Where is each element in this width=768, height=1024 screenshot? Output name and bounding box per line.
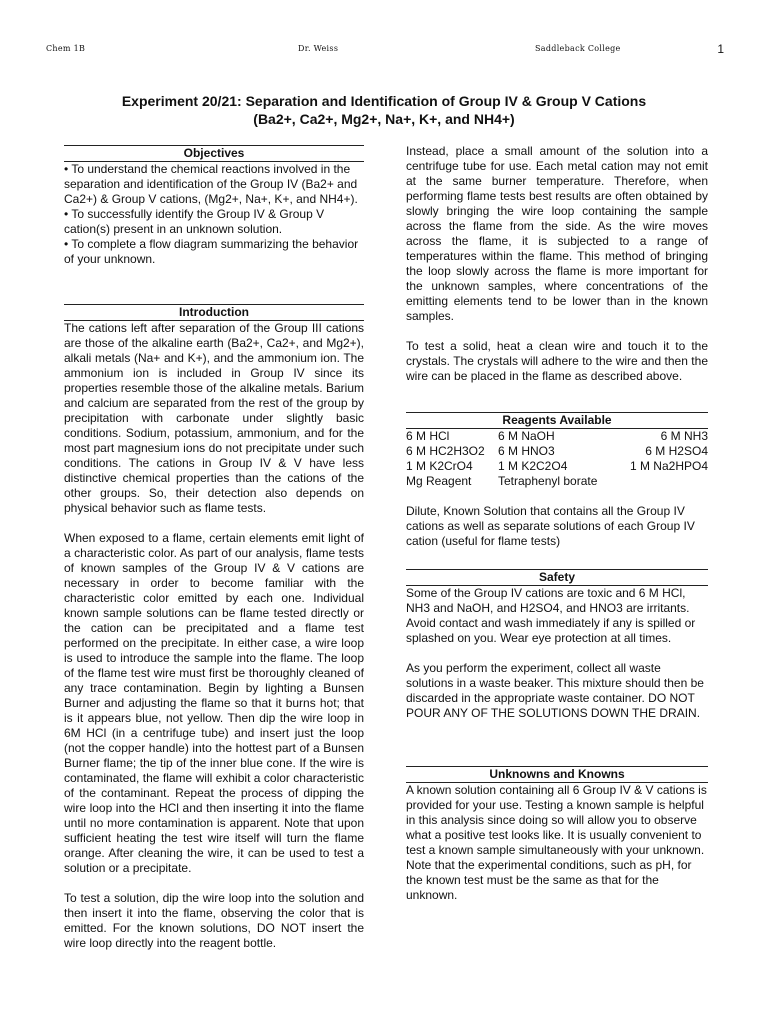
- objective-item: • To complete a flow diagram summarizing the behavior of your unknown.: [64, 237, 359, 266]
- page-number: 1: [717, 42, 724, 56]
- reagent-cell: 6 M NH3: [660, 429, 708, 443]
- reagent-cell: 6 M HC2H3O2: [406, 444, 485, 458]
- reagents-heading: Reagents Available: [406, 412, 708, 429]
- reagent-cell: 6 M HNO3: [498, 444, 555, 458]
- safety-paragraph-1: Some of the Group IV cations are toxic and 6 M HCl, NH3 and NaOH, and H2SO4, and HNO3 are irritants. Avoid contact and wash immediately if any is spilled or splashed on you. Wear eye protection at all times.: [406, 586, 696, 645]
- reagent-cell: 1 M Na2HPO4: [629, 459, 708, 473]
- reagent-cell: 6 M HCl: [406, 429, 450, 443]
- unknowns-paragraph: A known solution containing all 6 Group IV & V cations is provided for your use. Testing a known sample is helpful in this analysis since doing so will allow you to observe what a positive test looks like. It is usually convenient to test a known sample simultaneously with your unknown. Note that the experimental conditions, such as pH, for the known test must be the same as that for the unknown.: [406, 783, 707, 902]
- reagents-table: [406, 429, 708, 489]
- left-column: [64, 145, 364, 267]
- flame-paragraph: Instead, place a small amount of the solution into a centrifuge tube for use. Each metal cation may not emit at the same burner temperature. Therefore, when performing flame tests best results are often obtained by slowly bringing the wire loop containing the sample across the flame from the side. As the wire moves across the flame, it is subjected to a range of temperatures within the flame. This method of bringing the loop slowly across the flame is more important for the unknown samples, where concentrations of the emitting elements tend to be lower than in the known samples.: [406, 144, 708, 323]
- reagent-cell: 1 M K2CrO4: [406, 459, 473, 473]
- reagent-cell: 6 M H2SO4: [645, 444, 708, 458]
- objective-item: • To understand the chemical reactions involved in the separation and identification of the Group IV (Ba2+ and Ca2+) & Group V cations, (Mg2+, Na+, K+, and NH4+).: [64, 162, 358, 206]
- objective-item: • To successfully identify the Group IV & Group V cation(s) present in an unknown solution.: [64, 207, 325, 236]
- reagent-cell: 1 M K2C2O4: [498, 459, 568, 473]
- header-college: Saddleback College: [535, 44, 621, 53]
- right-column: [406, 144, 708, 384]
- unknowns-heading: Unknowns and Knowns: [406, 766, 708, 783]
- reagents-section: [406, 412, 708, 549]
- title-line-1: Experiment 20/21: Separation and Identification of Group IV & Group V Cations: [121, 93, 647, 109]
- intro-paragraph-2: When exposed to a flame, certain elements emit light of a characteristic color. As part of our analysis, flame tests of known samples of the Group IV & V cations are necessary in order to become familiar with the characteristic color emitted by each one. Individual known sample solutions can be flame tested directly or the cation can be precipitated and a flame test performed on the precipitate. In either case, a wire loop is used to introduce the sample into the flame. The loop of the flame test wire must first be thoroughly cleaned of any trace contamination. Begin by lighting a Bunsen Burner and adjusting the flame so that it burns hot; that is it appears blue, not yellow. Then dip the wire loop in 6M HCl (in a centrifuge tube) and insert just the loop (not the copper handle) into the hottest part of a Bunsen Burner flame; the tip of the inner blue cone. If the wire is contaminated, the flame will exhibit a color characteristic of the contaminant. Repeat the process of dipping the wire loop into the HCl and then inserting it into the flame until no more contamination is apparent. Note that upon sufficient heating the test wire itself will turn the flame orange. After cleaning the wire, it can be used to test a solution or a precipitate.: [64, 531, 364, 875]
- header-course: Chem 1B: [46, 44, 86, 53]
- introduction-heading: Introduction: [64, 304, 364, 321]
- introduction-section: [64, 304, 364, 951]
- intro-paragraph-1: The cations left after separation of the Group III cations are those of the alkaline earth (Ba2+, Ca2+, and Mg2+), alkali metals (Na+ and K+), and the ammonium ion. The ammonium ion is included in Group IV since its properties resemble those of the alkaline metals. Barium and calcium are separated from the rest of the group by precipitation with carbonate under slightly basic conditions. Sodium, potassium, ammonium, and for the most part magnesium ions do not precipitate under such conditions. The cations in Group IV & V have less distinctive chemical properties than the cations of the other groups. So, their detection also depends on physical behavior such as flame tests.: [64, 321, 364, 515]
- unknowns-section: [406, 766, 708, 903]
- header-instructor: Dr. Weiss: [298, 44, 339, 53]
- reagent-cell: [618, 474, 708, 489]
- reagent-cell: Mg Reagent: [406, 474, 472, 488]
- safety-heading: Safety: [406, 569, 708, 586]
- intro-paragraph-3: To test a solution, dip the wire loop into the solution and then insert it into the flame, observing the color that is emitted. For the known solutions, DO NOT insert the wire loop directly into the reagent bottle.: [64, 891, 364, 950]
- known-solution-note: Dilute, Known Solution that contains all the Group IV cations as well as separate solutions of each Group IV cation (useful for flame tests): [406, 504, 695, 548]
- objectives-heading: Objectives: [64, 145, 364, 162]
- safety-section: [406, 569, 708, 721]
- reagent-cell: 6 M NaOH: [498, 429, 555, 443]
- reagent-cell: Tetraphenyl borate: [498, 474, 598, 488]
- page-title: [0, 92, 768, 128]
- solid-test-paragraph: To test a solid, heat a clean wire and touch it to the crystals. The crystals will adhere to the wire and then the wire can be placed in the flame as described above.: [406, 339, 708, 383]
- safety-paragraph-2: As you perform the experiment, collect all waste solutions in a waste beaker. This mixture should then be discarded in the appropriate waste container. DO NOT POUR ANY OF THE SOLUTIONS DOWN THE DRAIN.: [406, 661, 704, 720]
- title-line-2: (Ba2+, Ca2+, Mg2+, Na+, K+, and NH4+): [253, 111, 515, 127]
